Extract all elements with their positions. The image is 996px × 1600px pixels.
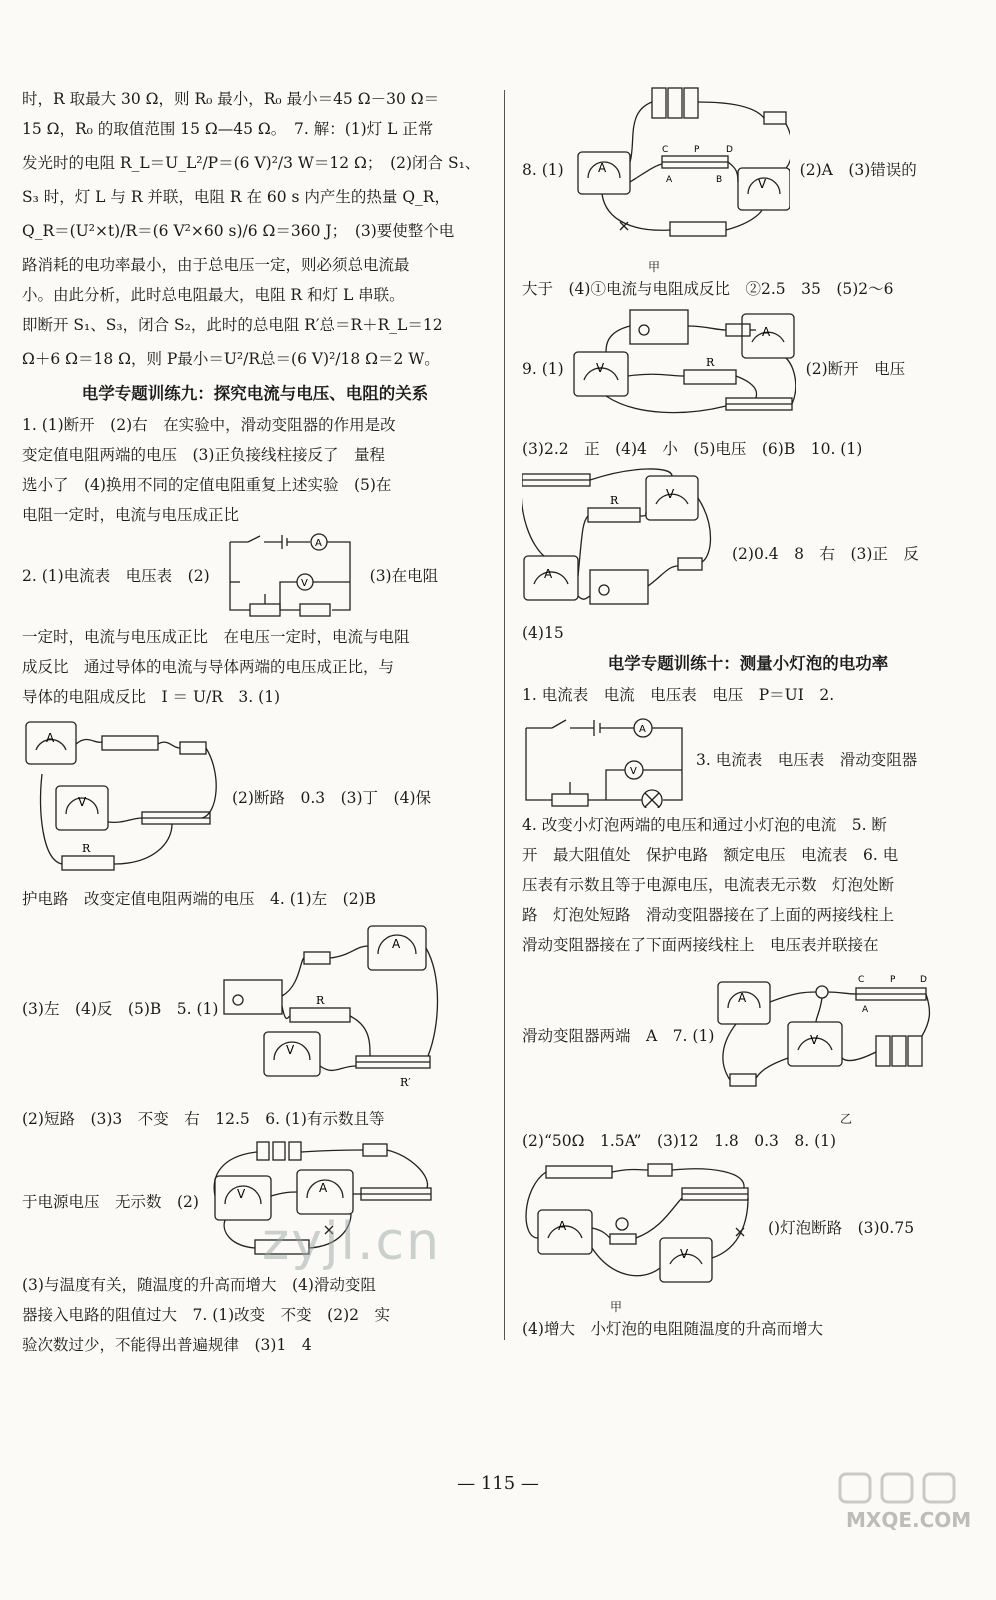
- circuit-diagram-t8: [522, 1158, 758, 1298]
- answer-text: 滑动变阻器两端 A 7. (1): [522, 1027, 715, 1045]
- text-line: 4. 改变小灯泡两端的电压和通过小灯泡的电流 5. 断: [522, 816, 887, 834]
- text-line: 成反比 通过导体的电流与导体两端的电压成正比，与: [22, 658, 395, 676]
- svg-text:R: R: [610, 494, 619, 507]
- answer-text: (2)断开 电压: [805, 360, 906, 378]
- text-line: 验次数过少，不能得出普遍规律 (3)1 4: [22, 1336, 312, 1354]
- q8-row: [522, 80, 974, 260]
- column-divider: [504, 90, 505, 1340]
- svg-text:A: A: [761, 325, 770, 339]
- figure-label: 甲: [610, 1300, 623, 1314]
- q2-row: [22, 530, 488, 622]
- text-line: 电阻一定时，电流与电压成正比: [22, 506, 240, 524]
- text-line: S₃ 时，灯 L 与 R 并联，电阻 R 在 60 s 内产生的热量 Q_R，: [22, 188, 450, 206]
- svg-text:A: A: [46, 731, 55, 745]
- circuit-diagram-q5: [220, 916, 442, 1102]
- answer-text: 3. 电流表 电压表 滑动变阻器: [696, 751, 918, 769]
- text-line: Ω＋6 Ω＝18 Ω，则 P最小＝U²/R总＝(6 V)²/18 Ω＝2 W。: [22, 350, 440, 368]
- answer-text: 2. (1)电流表 电压表 (2): [22, 567, 210, 585]
- circuit-diagram-q2: [220, 532, 360, 620]
- text-line: Q_R＝(U²×t)/R＝(6 V²×60 s)/6 Ω＝360 J； (3)要使整个电: [22, 222, 455, 240]
- watermark-logo-icon: [836, 1468, 966, 1508]
- circuit-diagram-q10: [522, 466, 722, 616]
- svg-text:A: A: [597, 161, 606, 175]
- t8-row: [522, 1156, 974, 1300]
- circuit-diagram-q3: [22, 714, 222, 882]
- text-line: 导体的电阻成反比 I ＝ U/R 3. (1): [22, 688, 281, 706]
- q10-row: [522, 464, 974, 618]
- answer-text: 8. (1): [522, 161, 564, 179]
- figure-label: 甲: [648, 260, 661, 274]
- svg-text:P: P: [890, 975, 896, 985]
- text-line: 15 Ω，R₀ 的取值范围 15 Ω—45 Ω。 7. 解：(1)灯 L 正常: [22, 120, 434, 138]
- q9-row: [522, 304, 974, 434]
- svg-text:V: V: [236, 1187, 246, 1201]
- svg-text:V: V: [630, 766, 637, 777]
- text-line: 一定时，电流与电压成正比 在电压一定时，电流与电阻: [22, 628, 410, 646]
- answer-text: ()灯泡断路 (3)0.75: [768, 1219, 915, 1237]
- left-column: [22, 84, 488, 1360]
- text-line: 1. 电流表 电流 电压表 电压 P＝UI 2.: [522, 686, 835, 704]
- svg-text:R′: R′: [400, 1076, 412, 1089]
- text-line: (2)短路 (3)3 不变 右 12.5 6. (1)有示数且等: [22, 1110, 385, 1128]
- svg-text:D: D: [920, 975, 928, 985]
- svg-text:C: C: [661, 145, 668, 155]
- text-line: 即断开 S₁、S₃，闭合 S₂，此时的总电阻 R′总＝R＋R_L＝12: [22, 316, 443, 334]
- svg-text:V: V: [595, 361, 604, 375]
- circuit-diagram-t7: [716, 962, 932, 1110]
- text-line: (3)与温度有关，随温度的升高而增大 (4)滑动变阻: [22, 1276, 376, 1294]
- text-line: (4)增大 小灯泡的电阻随温度的升高而增大: [522, 1320, 823, 1338]
- svg-text:A: A: [558, 1219, 567, 1233]
- answer-text: (2)断路 0.3 (3)丁 (4)保: [232, 789, 432, 807]
- answer-text: 于电源电压 无示数 (2): [22, 1193, 199, 1211]
- text-line: 器接入电路的阻值过大 7. (1)改变 不变 (2)2 实: [22, 1306, 390, 1324]
- text-line: 大于 (4)①电流与电阻成反比 ②2.5 35 (5)2～6: [522, 280, 894, 298]
- svg-text:A: A: [392, 937, 401, 951]
- page-number: — 115 —: [457, 1473, 539, 1494]
- svg-text:P: P: [693, 145, 700, 155]
- text-line: 小。由此分析，此时总电阻最大，电阻 R 和灯 L 串联。: [22, 286, 405, 304]
- text-line: 变定值电阻两端的电压 (3)正负接线柱接反了 量程: [22, 446, 385, 464]
- t7-row: [522, 960, 974, 1112]
- watermark-zyjl: zyjl.cn: [262, 1212, 442, 1272]
- q5-row: [22, 914, 488, 1104]
- text-line: 开 最大阻值处 保护电路 额定电压 电流表 6. 电: [522, 846, 899, 864]
- text-line: 滑动变阻器接在了下面两接线柱上 电压表并联接在: [522, 936, 879, 954]
- text-line: 1. (1)断开 (2)右 在实验中，滑动变阻器的作用是改: [22, 416, 396, 434]
- svg-text:A: A: [318, 1181, 328, 1195]
- text-line: (2)“50Ω 1.5A” (3)12 1.8 0.3 8. (1): [522, 1132, 837, 1150]
- svg-text:R: R: [316, 994, 325, 1007]
- right-column: [522, 80, 974, 1344]
- text-line: 路 灯泡处短路 滑动变阻器接在了上面的两接线柱上: [522, 906, 895, 924]
- q3-row: [22, 712, 488, 884]
- text-line: 时，R 取最大 30 Ω，则 R₀ 最小，R₀ 最小＝45 Ω－30 Ω＝: [22, 90, 440, 108]
- svg-text:C: C: [858, 975, 865, 985]
- svg-text:A: A: [665, 175, 672, 185]
- figure-label: 乙: [840, 1112, 853, 1126]
- text-line: 路消耗的电功率最小，由于总电压一定，则必须总电流最: [22, 256, 410, 274]
- svg-text:A: A: [314, 538, 322, 549]
- answer-text: 9. (1): [522, 360, 564, 378]
- svg-text:V: V: [680, 1247, 689, 1261]
- answer-text: (3)在电阻: [369, 567, 439, 585]
- answer-text: (2)0.4 8 右 (3)正 反: [732, 545, 919, 563]
- text-line: (3)2.2 正 (4)4 小 (5)电压 (6)B 10. (1): [522, 440, 863, 458]
- svg-text:V: V: [78, 795, 87, 809]
- svg-text:A: A: [639, 724, 646, 735]
- svg-text:A: A: [544, 567, 553, 581]
- answer-text: (3)左 (4)反 (5)B 5. (1): [22, 1000, 219, 1018]
- svg-text:D: D: [725, 145, 733, 155]
- svg-text:V: V: [810, 1033, 819, 1047]
- text-line: 选小了 (4)换用不同的定值电阻重复上述实验 (5)在: [22, 476, 392, 494]
- svg-text:A: A: [738, 991, 747, 1005]
- svg-text:R: R: [82, 842, 91, 855]
- text-line: (4)15: [522, 624, 564, 642]
- t2-row: [522, 710, 974, 810]
- text-line: 压表有示数且等于电源电压，电流表无示数 灯泡处断: [522, 876, 895, 894]
- svg-text:A: A: [862, 1005, 869, 1015]
- answer-text: (2)A (3)错误的: [799, 161, 917, 179]
- svg-text:V: V: [286, 1043, 295, 1057]
- svg-text:B: B: [715, 175, 722, 185]
- text-line: 发光时的电阻 R_L＝U_L²/P＝(6 V)²/3 W＝12 Ω； (2)闭合 S₁、: [22, 154, 481, 172]
- circuit-diagram-q9: [566, 306, 796, 432]
- svg-text:V: V: [300, 578, 308, 589]
- svg-text:V: V: [757, 177, 766, 191]
- svg-text:V: V: [666, 487, 675, 501]
- section-heading-9: 电学专题训练九：探究电流与电压、电阻的关系: [81, 384, 429, 403]
- svg-text:R: R: [705, 356, 714, 369]
- text-line: 护电路 改变定值电阻两端的电压 4. (1)左 (2)B: [22, 890, 377, 908]
- watermark-mxqe: MXQE.COM: [846, 1508, 972, 1532]
- circuit-diagram-q8: [566, 82, 790, 258]
- section-heading-10: 电学专题训练十：测量小灯泡的电功率: [607, 654, 889, 673]
- circuit-diagram-t2: [522, 712, 686, 808]
